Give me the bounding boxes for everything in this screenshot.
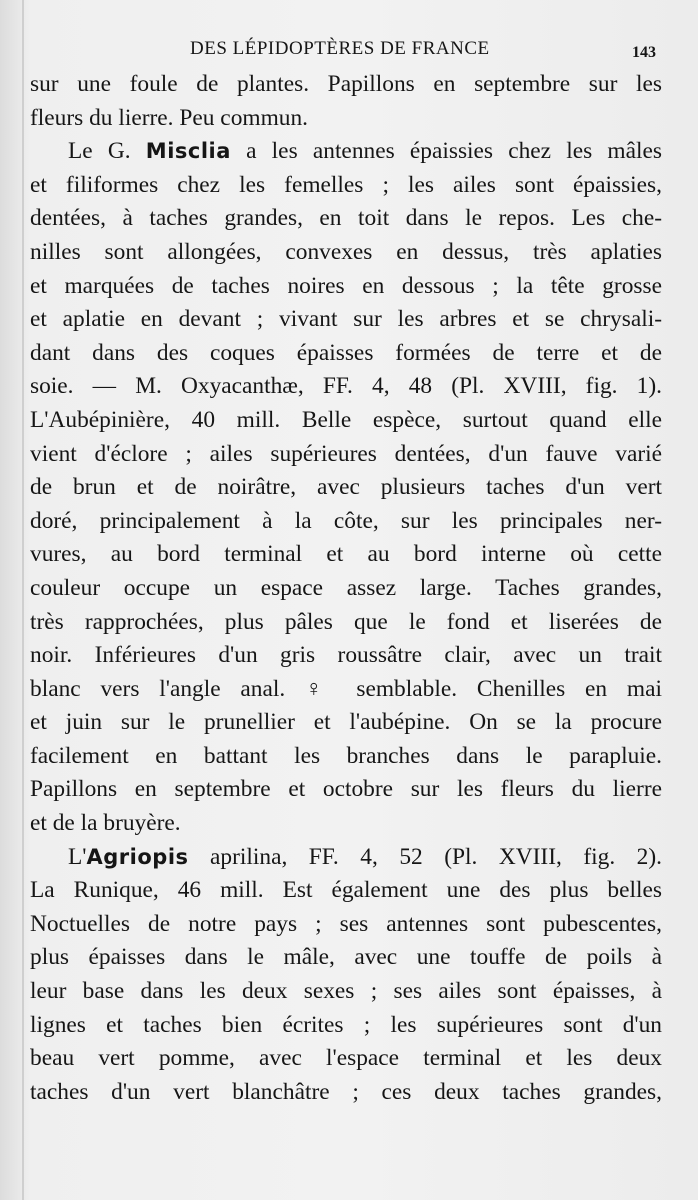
text-line: Noctuelles de notre pays ; ses antennes sont pubescentes, (30, 910, 662, 937)
text-line: vient d'éclore ; ailes supérieures dentées, d'un fauve varié (30, 440, 662, 467)
text-line: et filiformes chez les femelles ; les ailes sont épaissies, (30, 171, 662, 198)
line-rest: aprilina, FF. 4, 52 (Pl. XVIII, fig. 2). (188, 843, 662, 870)
text-line (30, 841, 662, 875)
text-line: nilles sont allongées, convexes en dessus, très aplaties (30, 238, 662, 265)
genus-name: Misclia (145, 139, 231, 164)
text-line: et de la bruyère. (30, 810, 181, 837)
text-line: blanc vers l'angle anal. ♀ semblable. Chenilles en mai (30, 675, 662, 702)
text-line: leur base dans les deux sexes ; ses ailes sont épaisses, à (30, 978, 662, 1005)
text-line: couleur occupe un espace assez large. Taches grandes, (30, 574, 662, 601)
text-line: noir. Inférieures d'un gris roussâtre clair, avec un trait (30, 642, 662, 669)
line-rest: a les antennes épaissies chez les mâles (230, 138, 662, 165)
running-header (0, 38, 698, 62)
text-line: très rapprochées, plus pâles que le fond et liserées de (30, 608, 662, 635)
line-prefix: Le G. (68, 138, 146, 165)
line-prefix: L' (68, 843, 87, 870)
text-line: de brun et de noirâtre, avec plusieurs taches d'un vert (30, 474, 662, 501)
text-line: vures, au bord terminal et au bord interne où cette (30, 541, 662, 568)
text-line (30, 135, 662, 169)
text-line: soie. — M. Oxyacanthæ, FF. 4, 48 (Pl. XVIII, fig. 1). (30, 373, 662, 400)
text-line: plus épaisses dans le mâle, avec une touffe de poils à (30, 944, 662, 971)
text-line: fleurs du lierre. Peu commun. (30, 104, 309, 131)
text-line: La Runique, 46 mill. Est également une des plus belles (30, 877, 662, 904)
page-number: 143 (632, 44, 656, 61)
running-title: DES LÉPIDOPTÈRES DE FRANCE (190, 38, 490, 59)
body-text (30, 68, 662, 1109)
text-line: doré, principalement à la côte, sur les principales ner- (30, 507, 662, 534)
text-line: facilement en battant les branches dans le parapluie. (30, 742, 662, 769)
text-line: sur une foule de plantes. Papillons en septembre sur les (30, 71, 662, 97)
text-line: taches d'un vert blanchâtre ; ces deux taches grandes, (30, 1078, 662, 1105)
text-line: et marquées de taches noires en dessous ; la tête grosse (30, 272, 662, 299)
binding-edge (22, 0, 24, 1200)
text-line: et juin sur le prunellier et l'aubépine. On se la procure (30, 709, 662, 736)
text-line: L'Aubépinière, 40 mill. Belle espèce, surtout quand elle (30, 406, 662, 433)
text-line: lignes et taches bien écrites ; les supérieures sont d'un (30, 1011, 662, 1038)
text-line: dentées, à taches grandes, en toit dans le repos. Les che- (30, 205, 662, 232)
text-line: Papillons en septembre et octobre sur les fleurs du lierre (30, 776, 662, 803)
genus-name: Agriopis (86, 844, 189, 869)
text-line: et aplatie en devant ; vivant sur les arbres et se chrysali- (30, 306, 662, 333)
text-line: beau vert pomme, avec l'espace terminal et les deux (30, 1045, 662, 1072)
text-line: dant dans des coques épaisses formées de terre et de (30, 339, 662, 366)
